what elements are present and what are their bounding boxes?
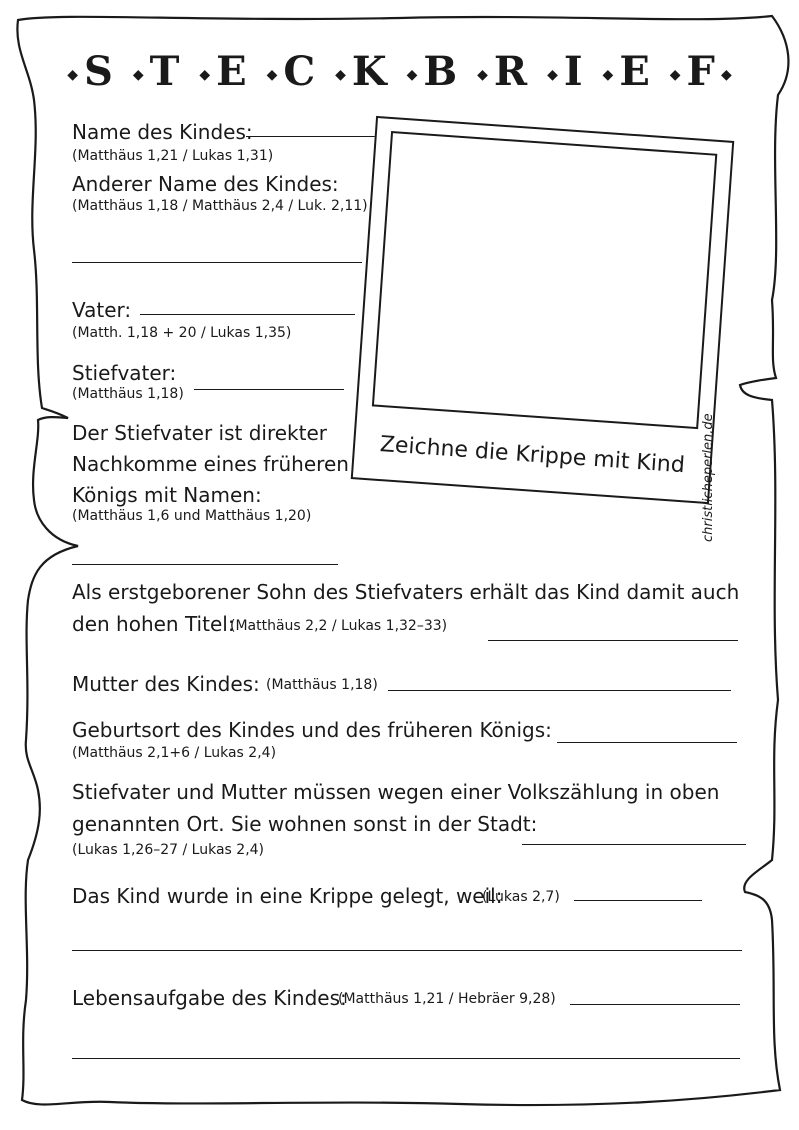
title-question-line-2: den hohen Titel: (72, 612, 235, 636)
other-name-label: Anderer Name des Kindes: (72, 172, 339, 196)
manger-label: Das Kind wurde in eine Krippe gelegt, weil: (72, 884, 503, 908)
census-answer-line[interactable] (522, 844, 746, 845)
title-letter: C (283, 48, 316, 95)
birthplace-label: Geburtsort des Kindes und des früheren Königs: (72, 718, 552, 742)
king-question-line-2: Nachkomme eines früheren (72, 452, 349, 476)
title-letter: R (493, 48, 528, 95)
name-answer-line[interactable] (246, 136, 376, 137)
mother-label: Mutter des Kindes: (72, 672, 260, 696)
father-label: Vater: (72, 298, 132, 322)
birthplace-reference: (Matthäus 2,1+6 / Lukas 2,4) (72, 745, 277, 761)
stepfather-answer-line[interactable] (194, 389, 344, 390)
manger-reference: (Lukas 2,7) (482, 889, 560, 905)
king-reference: (Matthäus 1,6 und Matthäus 1,20) (72, 508, 312, 524)
title-question-line-1: Als erstgeborener Sohn des Stiefvaters erhält das Kind damit auch (72, 580, 740, 604)
title-letter: I (563, 48, 583, 95)
title-reference: (Matthäus 2,2 / Lukas 1,32–33) (230, 618, 448, 634)
father-reference: (Matth. 1,18 + 20 / Lukas 1,35) (72, 325, 292, 341)
stepfather-label: Stiefvater: (72, 361, 177, 385)
title-letter: E (619, 48, 650, 95)
name-reference: (Matthäus 1,21 / Lukas 1,31) (72, 148, 274, 164)
mission-answer-line-2[interactable] (72, 1058, 740, 1059)
census-reference: (Lukas 1,26–27 / Lukas 2,4) (72, 842, 265, 858)
drawing-caption: Zeichne die Krippe mit Kind (379, 432, 686, 479)
manger-answer-line-2[interactable] (72, 950, 742, 951)
mother-answer-line[interactable] (388, 690, 731, 691)
mission-label: Lebensaufgabe des Kindes: (72, 986, 347, 1010)
title-letter: E (216, 48, 247, 95)
king-question-line-1: Der Stiefvater ist direkter (72, 421, 328, 445)
other-name-answer-line[interactable] (72, 262, 362, 263)
king-question-line-3: Königs mit Namen: (72, 483, 262, 507)
census-question-line-1: Stiefvater und Mutter müssen wegen einer Volkszählung in oben (72, 780, 720, 804)
stepfather-reference: (Matthäus 1,18) (72, 386, 184, 402)
birthplace-answer-line[interactable] (557, 742, 737, 743)
drawing-photo-frame (351, 116, 735, 504)
drawing-area[interactable] (372, 131, 717, 429)
census-question-line-2: genannten Ort. Sie wohnen sonst in der Stadt: (72, 812, 538, 836)
title-letter: K (351, 48, 387, 95)
mother-reference: (Matthäus 1,18) (266, 677, 378, 693)
king-answer-line[interactable] (72, 564, 338, 565)
name-label: Name des Kindes: (72, 120, 253, 144)
watermark-text: christlicheperlen.de (701, 413, 716, 542)
title-letter: T (149, 48, 180, 95)
title-letter: S (84, 48, 113, 95)
mission-answer-line-1[interactable] (570, 1004, 740, 1005)
title-letter: B (423, 48, 458, 95)
mission-reference: (Matthäus 1,21 / Hebräer 9,28) (338, 991, 556, 1007)
page-title: ◆ S ◆ T ◆ E ◆ C ◆ K ◆ B ◆ R ◆ I ◆ E ◆ F ◆ (67, 48, 732, 95)
other-name-reference: (Matthäus 1,18 / Matthäus 2,4 / Luk. 2,11) (72, 198, 368, 214)
father-answer-line[interactable] (140, 314, 355, 315)
title-letter: F (686, 48, 715, 95)
title-answer-line[interactable] (488, 640, 738, 641)
manger-answer-line-1[interactable] (574, 900, 702, 901)
